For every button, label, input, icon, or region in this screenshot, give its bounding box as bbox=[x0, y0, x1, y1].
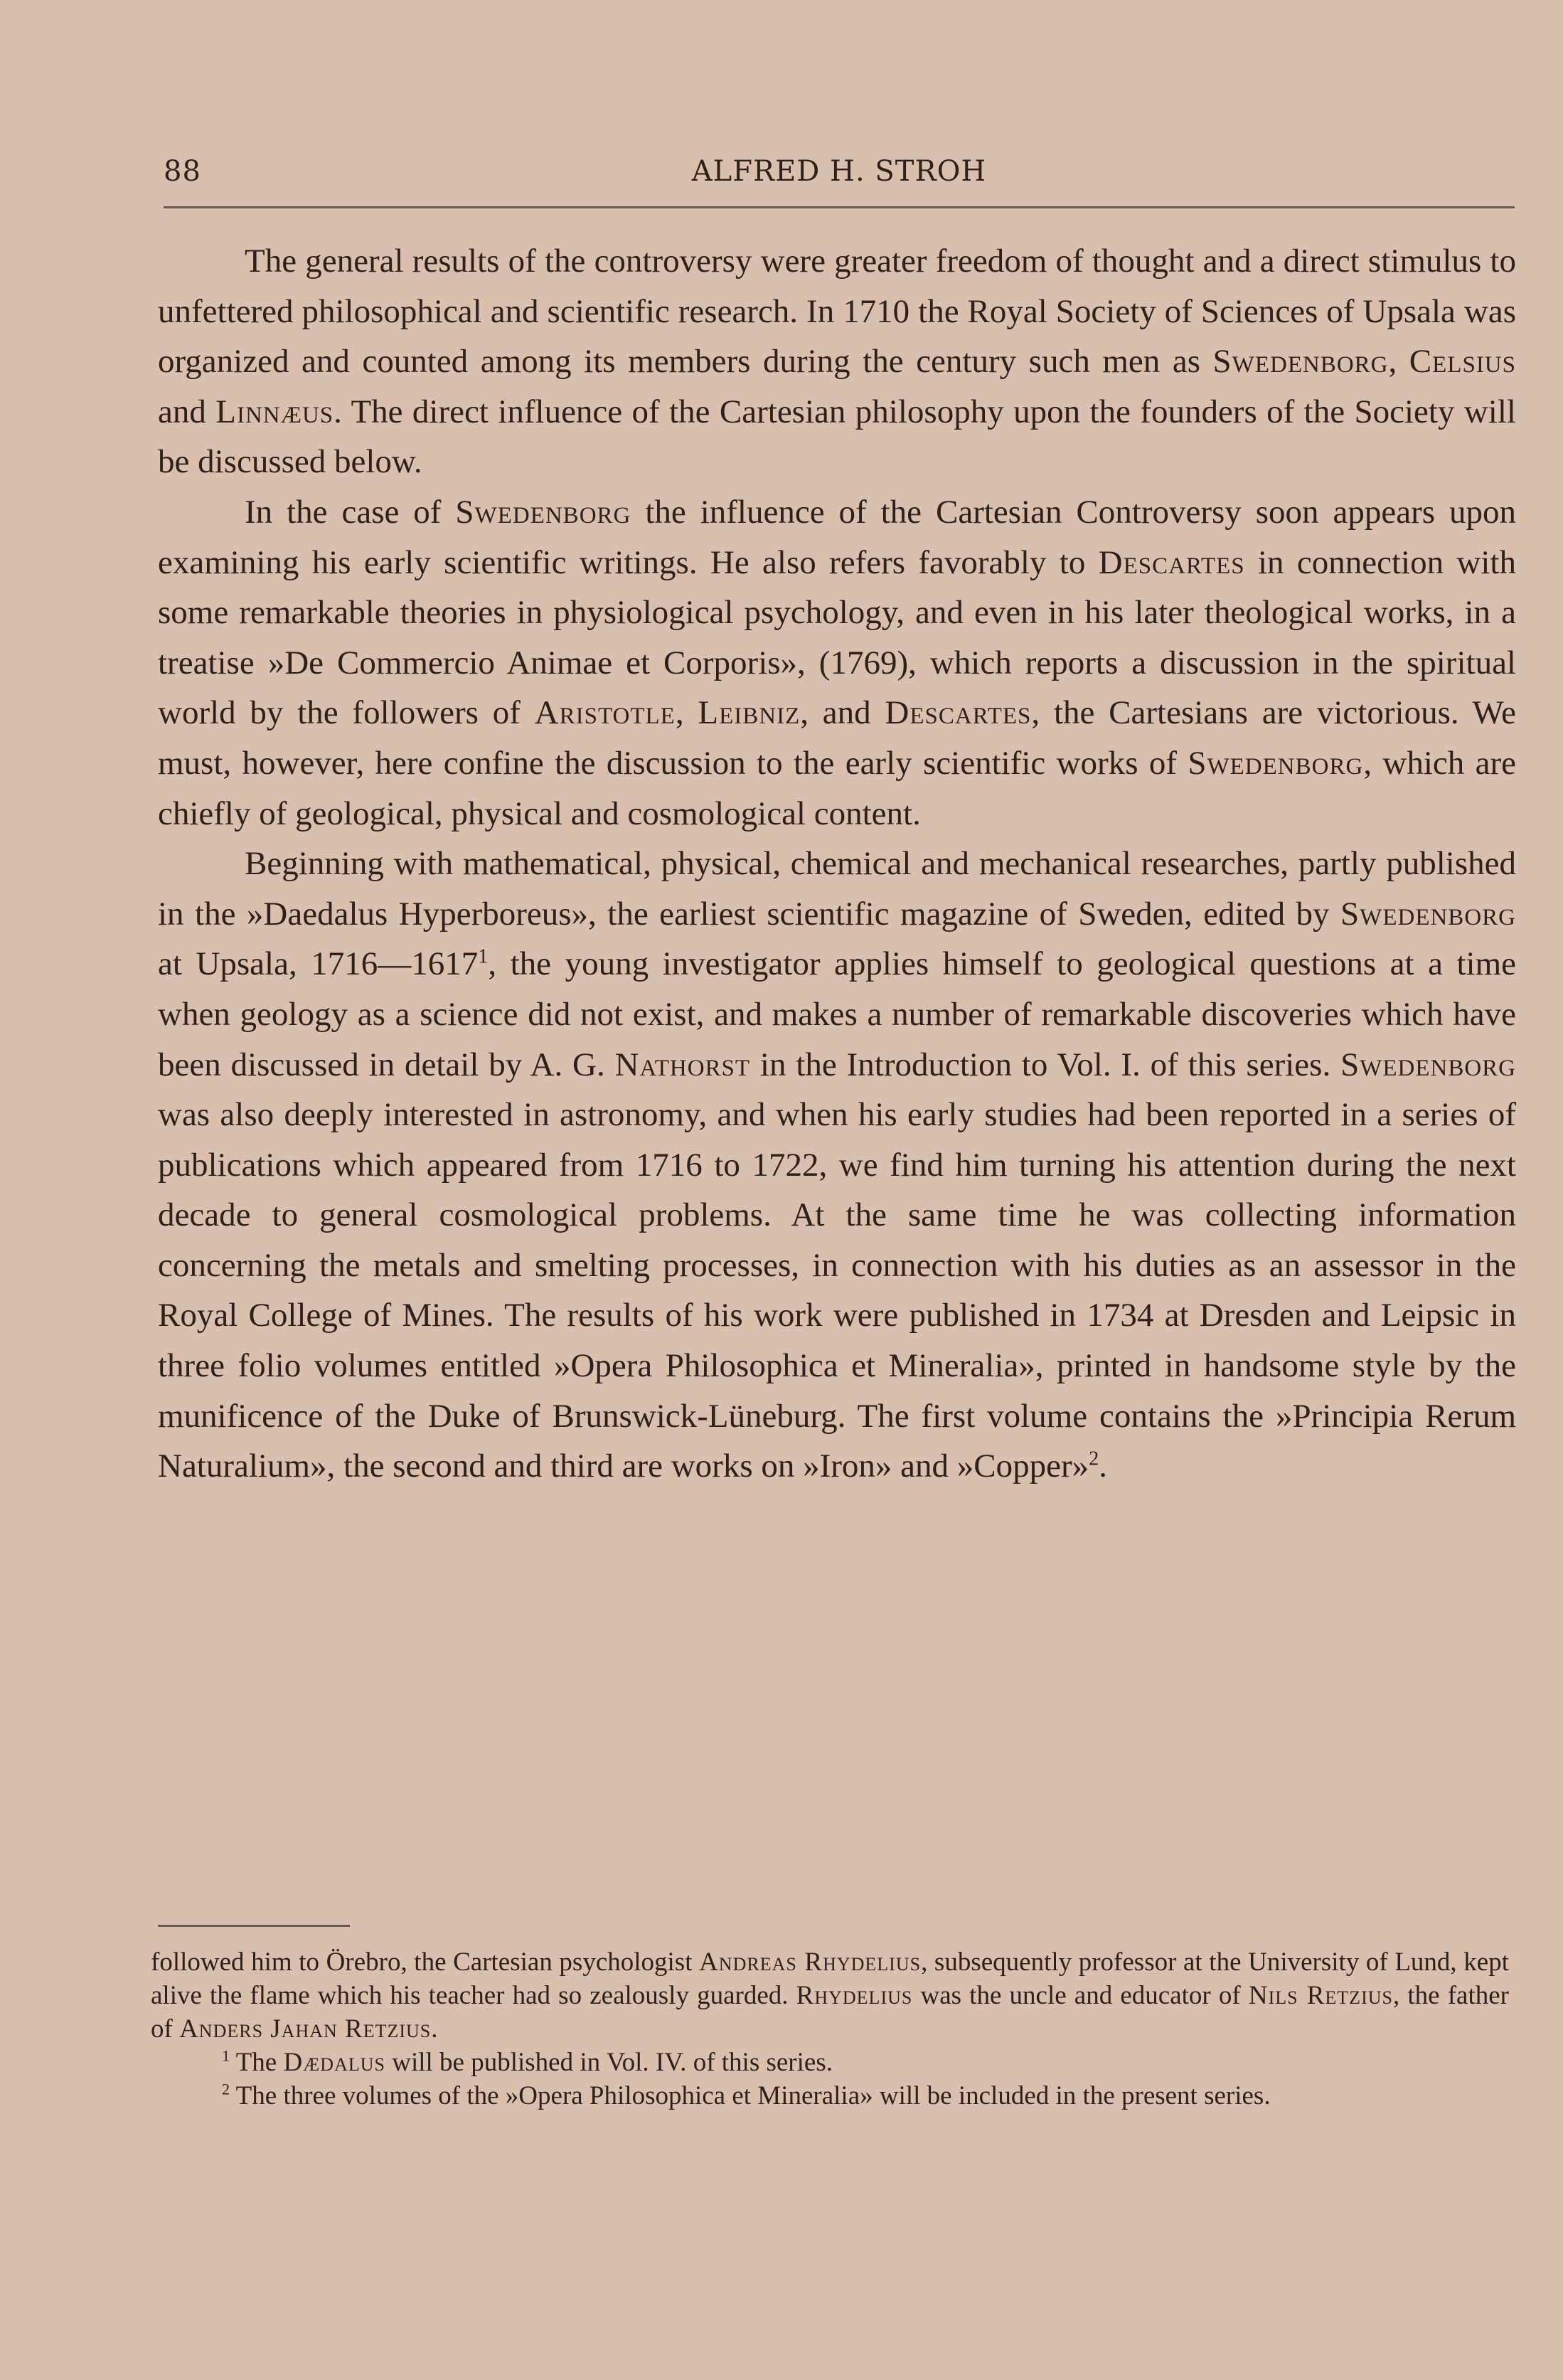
footnote-continuation: followed him to Örebro, the Cartesian psychologist Andreas Rhydelius, subsequently professor at the University of Lund, kept alive the flame which his teacher had so zealously guarded. Rhydelius was the uncle and educator of Nils Retzius, the father of Anders Jahan Retzius. bbox=[151, 1948, 1509, 2044]
footnote-ref-2: 2 bbox=[1089, 1447, 1099, 1470]
paragraph-3: Beginning with mathematical, physical, chemical and mechanical researches, partly published in the »Daedalus Hyperboreus», the earliest scientific magazine of Sweden, edited by Swedenborg at Upsala, 1716—1617$^1$, the young investigator applies himself to geological questions at a time when geology as a science did not exist, and makes a number of remarkable discoveries which have been discussed in detail by A. G. Nathorst in the Introduction to Vol. I. of this series. Swedenborg was also deeply interested in astronomy, and when his early studies had been reported in a series of publications which appeared from 1716 to 1722, we find him turning his attention during the next decade to general cosmological problems. At the same time he was collecting information concerning the metals and smelting processes, in connection with his duties as an assessor in the Royal College of Mines. The results of his work were published in 1734 at Dresden and Leipsic in three folio volumes entitled »Opera Philosophica et Mineralia», printed in handsome style by the munificence of the Duke of Brunswick-Lüneburg. The first volume contains the »Principia Rerum Naturalium», the second and third are works on »Iron» and »Copper»$^2$. bbox=[158, 845, 1517, 1485]
footnote-mark-1: 1 bbox=[222, 2046, 230, 2065]
footnote-2: $^2$ The three volumes of the »Opera Philosophica et Mineralia» will be included in the present series. bbox=[222, 2080, 1271, 2110]
footnotes bbox=[151, 1945, 1509, 2113]
page-number: 88 bbox=[164, 155, 201, 188]
body-text bbox=[158, 236, 1516, 1492]
paragraph-2: In the case of Swedenborg the influence of the Cartesian Controversy soon appears upon examining his early scientific writings. He also refers favorably to Descartes in connection with some remarkable theories in physiological psychology, and even in his later theological works, in a treatise »De Commercio Animae et Corporis», (1769), which reports a discussion in the spiritual world by the followers of Aristotle, Leibniz, and Descartes, the Cartesians are victorious. We must, however, here confine the discussion to the early scientific works of Swedenborg, which are chiefly of geological, physical and cosmological content. bbox=[158, 493, 1517, 832]
footnote-ref-1: 1 bbox=[478, 945, 489, 968]
running-head bbox=[164, 155, 1515, 198]
footnote-rule bbox=[158, 1925, 350, 1927]
paragraph-1: The general results of the controversy were greater freedom of thought and a direct stimulus to unfettered philosophical and scientific research. In 1710 the Royal Society of Sciences of Upsala was organized and counted among its members during the century such men as Swedenborg, Celsius and Linnæus. The direct influence of the Cartesian philosophy upon the founders of the Society will be discussed below. bbox=[158, 243, 1516, 481]
running-title: ALFRED H. STROH bbox=[691, 155, 987, 188]
header-rule bbox=[164, 206, 1515, 208]
footnote-1: $^1$ The Dædalus will be published in Vol. IV. of this series. bbox=[222, 2046, 833, 2077]
footnote-mark-2: 2 bbox=[222, 2080, 230, 2098]
